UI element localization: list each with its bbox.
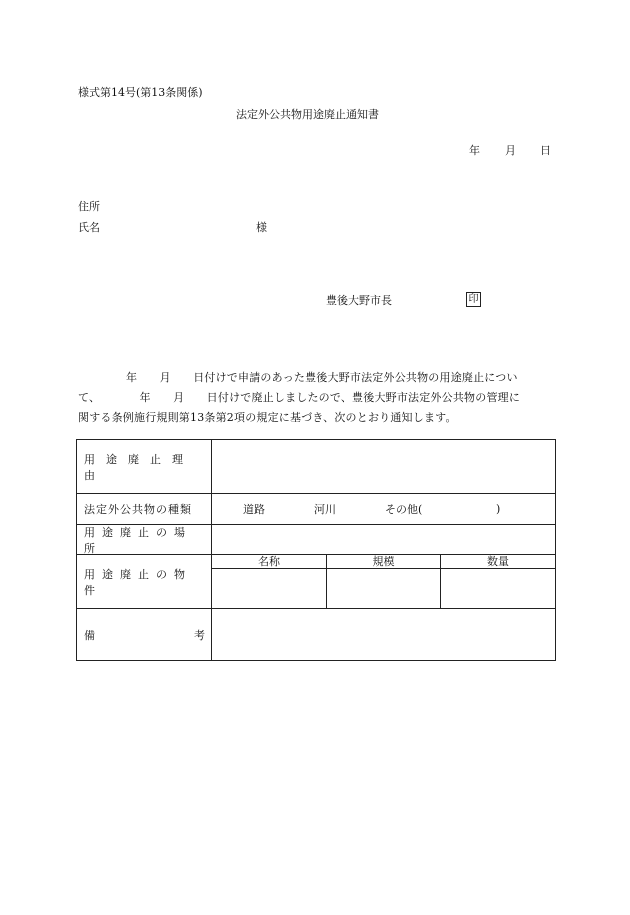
row-place [77,525,555,555]
row-type [77,494,555,525]
form-number: 様式第14号(第13条関係) [78,86,203,99]
document-title: 法定外公共物用途廃止通知書 [236,108,379,121]
reason-label [77,440,212,493]
body-text-line-1: 年 月 日付けで申請のあった豊後大野市法定外公共物の用途廃止につい [126,371,518,384]
form-table [76,439,556,661]
objects-scale-cell[interactable] [327,569,441,608]
address-label: 住所 [78,200,100,213]
reason-label-text: 用途廃止理由 [84,452,194,482]
type-label-text: 法定外公共物の種類 [84,503,192,516]
type-label [77,494,212,524]
place-value[interactable] [212,525,555,554]
type-option-river[interactable]: 河川 [314,503,336,516]
objects-label [77,555,212,608]
type-value[interactable] [212,494,555,524]
objects-col-name-header: 名称 [212,555,327,569]
row-remarks [77,609,555,660]
issuer-title: 豊後大野市長 [326,294,392,307]
date-day-label: 日 [540,144,551,157]
name-label: 氏名 [78,221,100,234]
row-reason [77,440,555,494]
date-year-label: 年 [469,144,480,157]
remarks-label-left: 備 [84,628,95,642]
row-objects [77,555,555,609]
objects-col-quantity-header: 数量 [441,555,555,569]
type-option-road[interactable]: 道路 [243,503,265,516]
objects-quantity-cell[interactable] [441,569,555,608]
remarks-label [77,609,212,660]
objects-value [212,555,555,608]
body-text-line-2: て、 年 月 日付けで廃止しましたので、豊後大野市法定外公共物の管理に [78,391,521,404]
date-month-label: 月 [505,144,516,157]
type-option-other-close: ) [496,502,501,516]
objects-name-cell[interactable] [212,569,327,608]
type-option-other[interactable]: その他( [385,503,423,516]
objects-col-scale-header: 規模 [327,555,441,569]
objects-label-text: 用途廃止の物件 [84,567,192,597]
remarks-label-right: 考 [194,628,205,642]
body-text-line-3: 関する条例施行規則第13条第2項の規定に基づき、次のとおり通知します。 [78,411,457,424]
honorific-label: 様 [256,221,267,234]
place-label-text: 用途廃止の場所 [84,525,192,555]
place-label [77,525,212,554]
reason-value[interactable] [212,440,555,493]
seal-mark: 印 [466,292,481,307]
remarks-value[interactable] [212,609,555,660]
